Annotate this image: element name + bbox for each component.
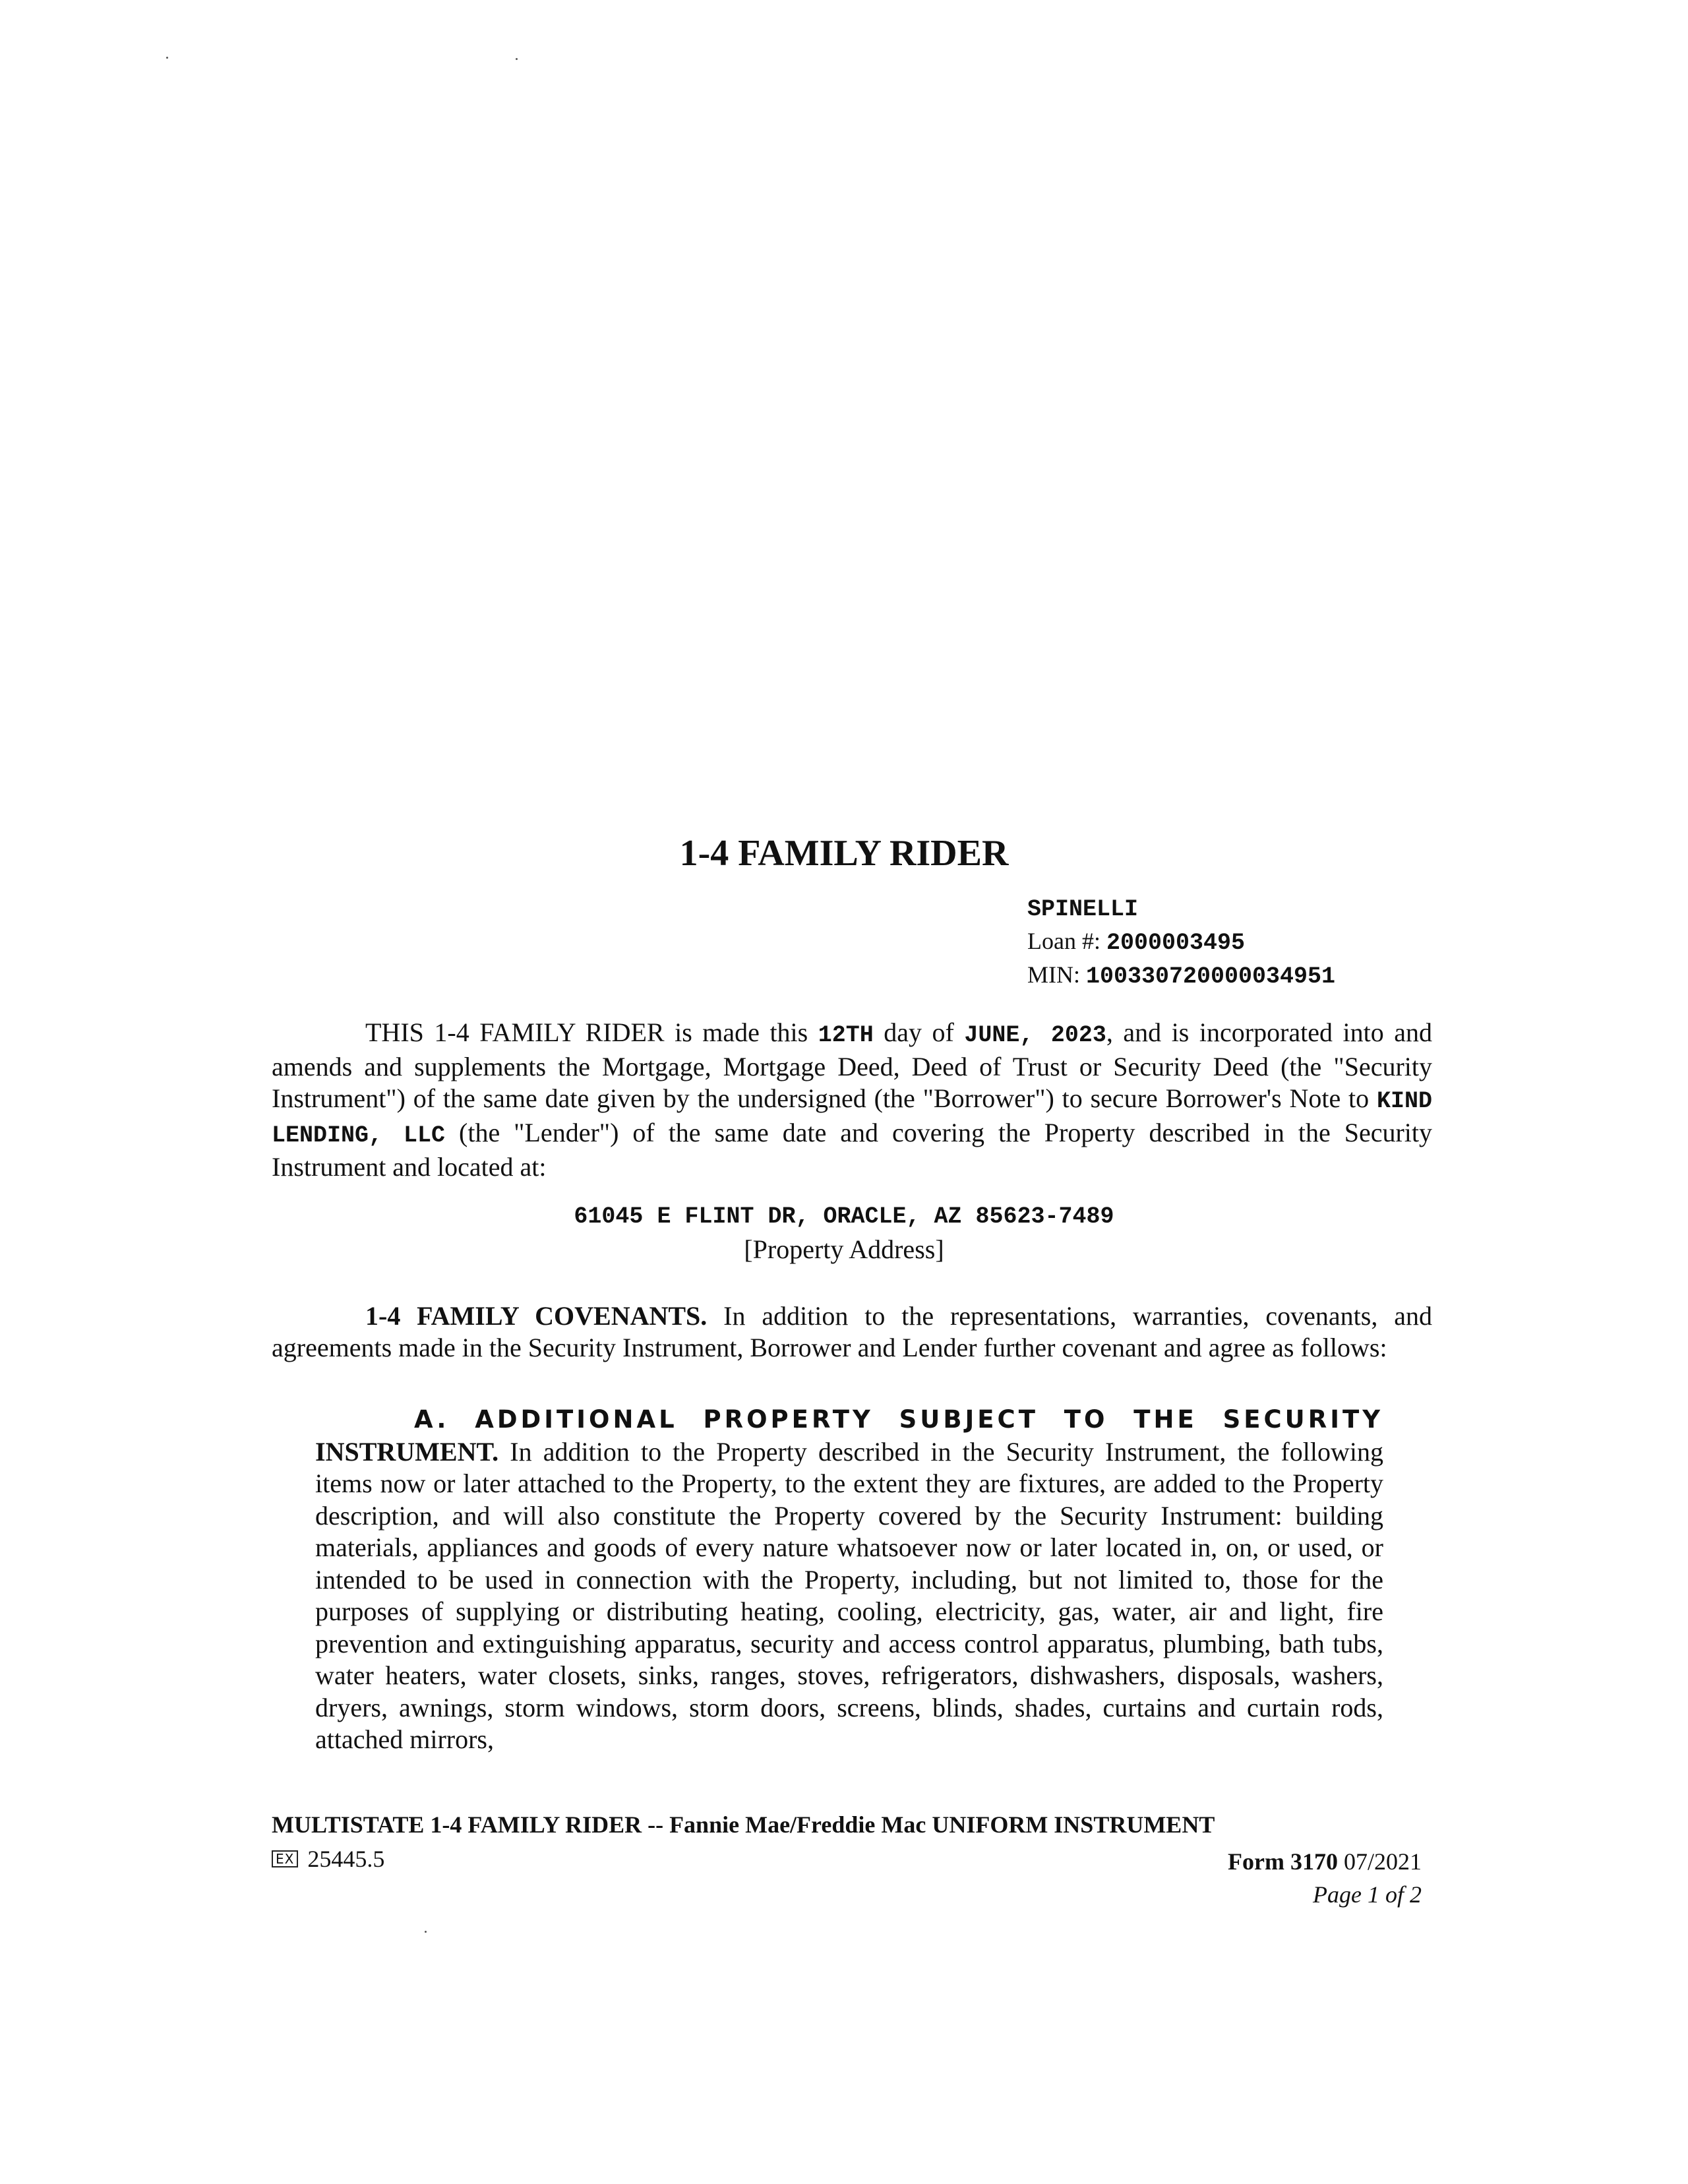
intro-paragraph xyxy=(272,1017,1432,1183)
scan-speck xyxy=(516,58,518,60)
form-date: 07/2021 xyxy=(1343,1848,1422,1875)
min-label: MIN: xyxy=(1027,961,1080,988)
covenants-paragraph xyxy=(272,1300,1432,1364)
rider-day: 12TH xyxy=(818,1022,874,1048)
section-a xyxy=(315,1403,1383,1756)
property-address-label: [Property Address] xyxy=(744,1234,944,1264)
intro-text: THIS 1-4 FAMILY RIDER is made this xyxy=(365,1017,818,1047)
footer-doc-code: 25445.5 xyxy=(307,1846,385,1872)
loan-number: 2000003495 xyxy=(1106,930,1246,956)
ex-badge-icon: EX xyxy=(272,1850,298,1867)
loan-info-block xyxy=(1027,892,1335,992)
page-number: Page 1 of 2 xyxy=(1313,1881,1422,1908)
form-label: Form 3170 xyxy=(1228,1848,1338,1875)
covenants-text: In addition to the representations, warranties, covenants, and agreements made in the Security Instrument, Borrower and Lender further covenant and agree as follows: xyxy=(272,1301,1432,1362)
lender-name: KIND LENDING, LLC xyxy=(272,1088,1432,1149)
section-a-heading: A. ADDITIONAL PROPERTY SUBJECT TO THE SECURITY xyxy=(414,1405,1383,1434)
section-a-text: In addition to the Property described in the Security Instrument, the following items now or later attached to the Property, to the extent they are fixtures, are added to the Property description, and will also constitute the Property covered by the Security Instrument: building materials, appliances and goods of every nature whatsoever now or later located in, on, or used, or intended to be used in connection with the Property, including, but not limited to, those for the purposes of supplying or distributing heating, cooling, electricity, gas, water, air and light, fire prevention and extinguishing apparatus, security and access control apparatus, plumbing, bath tubs, water heaters, water closets, sinks, ranges, stoves, refrigerators, dishwashers, disposals, washers, dryers, awnings, storm windows, storm doors, screens, blinds, shades, curtains and curtain rods, attached mirrors, xyxy=(315,1436,1383,1754)
scan-speck xyxy=(425,1931,427,1933)
rider-month-year: JUNE, 2023 xyxy=(964,1022,1106,1048)
property-address: 61045 E FLINT DR, ORACLE, AZ 85623-7489 xyxy=(574,1203,1114,1230)
intro-mid-text: , and is incorporated into and amends and supplements the Mortgage, Mortgage Deed, Deed of Trust or Security Deed (the "Security Instrument") of the same date given by the undersigned (the "Borrower") to secure Borrower's Note to xyxy=(272,1017,1433,1113)
footer-form-number xyxy=(1228,1848,1422,1875)
borrower-name: SPINELLI xyxy=(1027,896,1139,923)
scan-speck xyxy=(166,57,168,59)
loan-number-label: Loan #: xyxy=(1027,928,1100,954)
section-a-heading-end: INSTRUMENT. xyxy=(315,1436,499,1467)
intro-tail-text: (the "Lender") of the same date and covering the Property described in the Security Instrument and located at: xyxy=(272,1118,1433,1182)
property-address-block xyxy=(0,1200,1688,1266)
day-of-text: day of xyxy=(873,1017,965,1047)
document-title: 1-4 FAMILY RIDER xyxy=(679,833,1009,874)
min-number: 100330720000034951 xyxy=(1086,963,1336,990)
footer-form-title: MULTISTATE 1-4 FAMILY RIDER -- Fannie Mae/Freddie Mac UNIFORM INSTRUMENT xyxy=(272,1811,1215,1838)
covenants-heading: 1-4 FAMILY COVENANTS. xyxy=(365,1301,708,1331)
footer-doc-code-row xyxy=(272,1845,384,1873)
